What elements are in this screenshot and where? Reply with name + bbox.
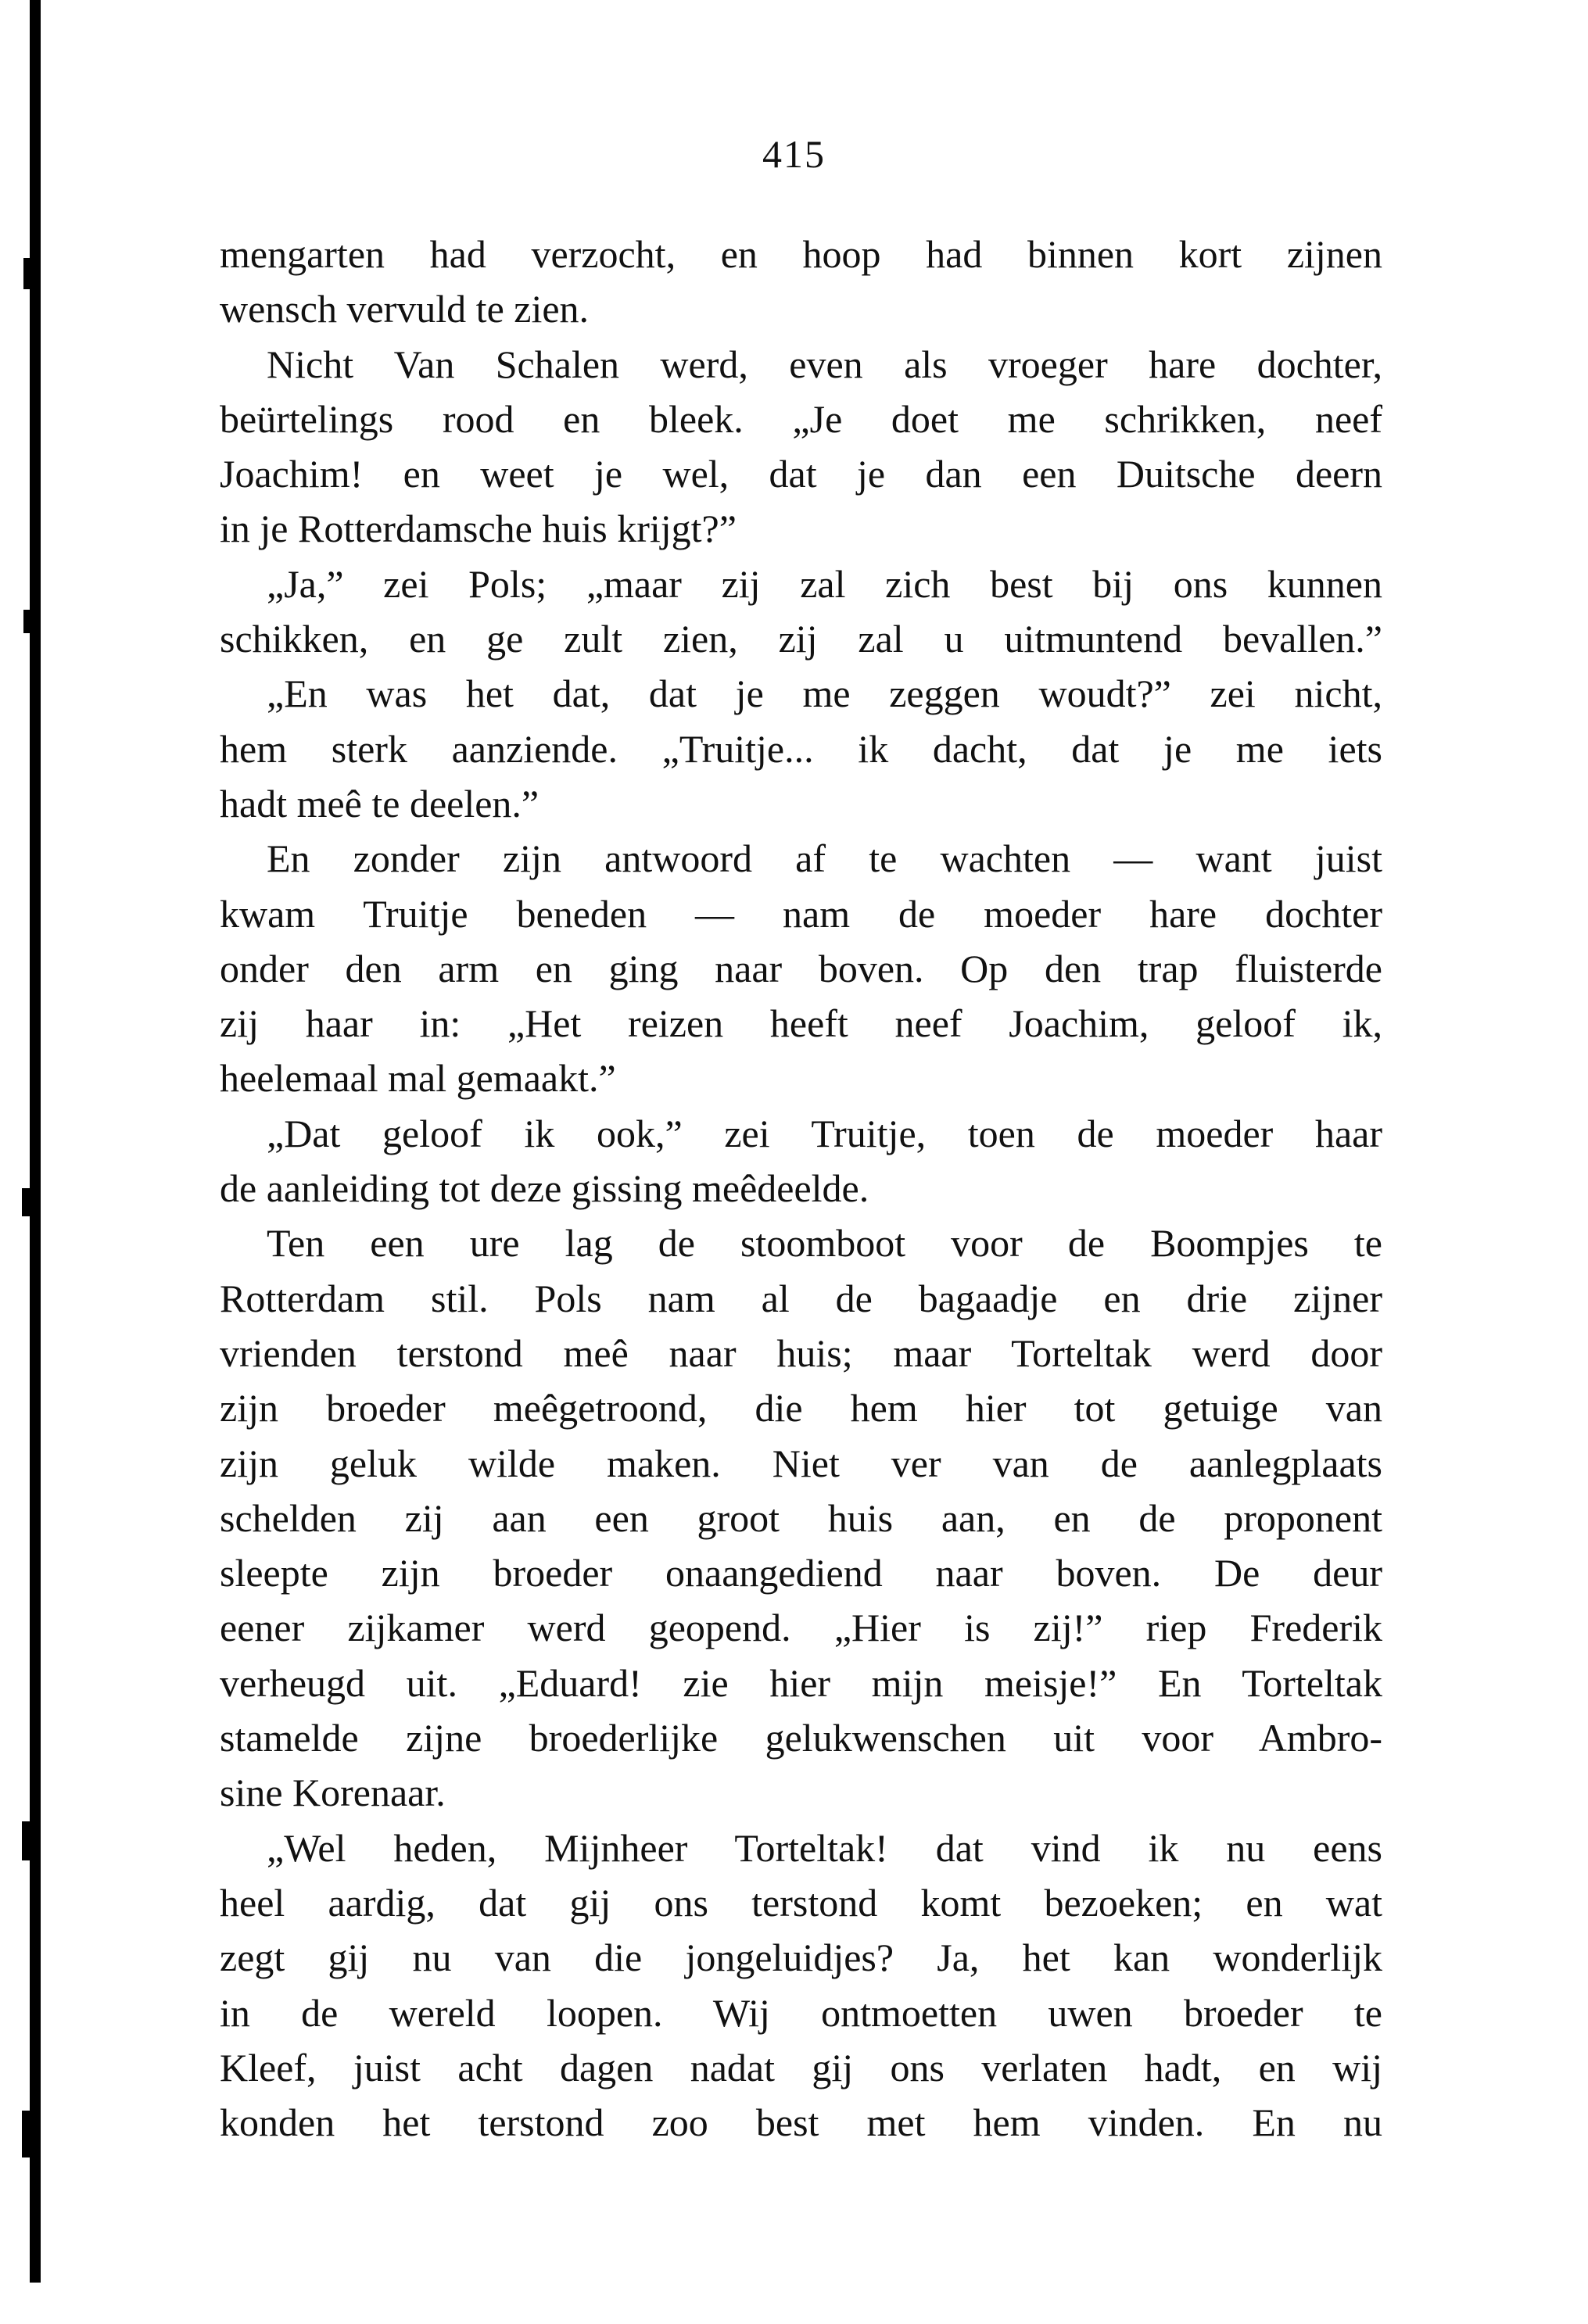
text-line: sine Korenaar. <box>220 1771 446 1815</box>
text-line: hem sterk aanziende. „Truitje... ik dacht, dat je me iets <box>220 726 1382 771</box>
text-line: Nicht Van Schalen werd, even als vroeger hare dochter, <box>267 342 1382 386</box>
text-line: Rotterdam stil. Pols nam al de bagaadje en drie zijner <box>220 1276 1382 1320</box>
binding-mark <box>22 1188 34 1216</box>
text-line: de aanleiding tot deze gissing meêdeelde. <box>220 1166 869 1211</box>
text-line: „Wel heden, Mijnheer Torteltak! dat vind ik nu eens <box>267 1825 1382 1870</box>
page-number: 415 <box>762 132 826 176</box>
text-line: En zonder zijn antwoord af te wachten — want juist <box>267 836 1382 881</box>
text-line: schikken, en ge zult zien, zij zal u uitmuntend bevallen.” <box>220 617 1382 661</box>
binding-edge <box>30 0 41 2283</box>
text-line: Joachim! en weet je wel, dat je dan een Duitsche deern <box>220 452 1382 496</box>
text-line: „En was het dat, dat je me zeggen woudt?” zei nicht, <box>267 671 1382 716</box>
text-line: eener zijkamer werd geopend. „Hier is zij!” riep Frederik <box>220 1606 1382 1650</box>
text-line: konden het terstond zoo best met hem vinden. En nu <box>220 2100 1382 2145</box>
binding-mark <box>22 2111 33 2157</box>
text-line: zij haar in: „Het reizen heeft neef Joachim, geloof ik, <box>220 1001 1382 1046</box>
text-line: vrienden terstond meê naar huis; maar Torteltak werd door <box>220 1330 1382 1375</box>
binding-mark <box>22 1821 33 1860</box>
text-line: beürtelings rood en bleek. „Je doet me schrikken, neef <box>220 396 1382 441</box>
text-line: stamelde zijne broederlijke gelukwenschen uit voor Ambro- <box>220 1716 1382 1760</box>
text-line: heel aardig, dat gij ons terstond komt bezoeken; en wat <box>220 1880 1382 1925</box>
text-line: mengarten had verzocht, en hoop had binnen kort zijnen <box>220 232 1382 276</box>
text-line: sleepte zijn broeder onaangediend naar boven. De deur <box>220 1551 1382 1595</box>
text-line: Ten een ure lag de stoomboot voor de Boompjes te <box>267 1221 1382 1266</box>
text-line: zegt gij nu van die jongeluidjes? Ja, het kan wonderlijk <box>220 1935 1382 1980</box>
body-text <box>220 227 1382 2150</box>
text-line: „Ja,” zei Pols; „maar zij zal zich best bij ons kunnen <box>267 561 1382 606</box>
text-line: kwam Truitje beneden — nam de moeder hare dochter <box>220 891 1382 936</box>
text-line: wensch vervuld te zien. <box>220 287 590 331</box>
text-line: heelemaal mal gemaakt.” <box>220 1056 616 1101</box>
text-line: onder den arm en ging naar boven. Op den trap fluisterde <box>220 946 1382 990</box>
binding-mark <box>23 258 33 289</box>
text-line: Kleef, juist acht dagen nadat gij ons verlaten hadt, en wij <box>220 2045 1382 2089</box>
text-line: verheugd uit. „Eduard! zie hier mijn meisje!” En Torteltak <box>220 1660 1382 1705</box>
binding-mark <box>23 610 34 633</box>
text-line: zijn geluk wilde maken. Niet ver van de aanlegplaats <box>220 1441 1382 1485</box>
text-line: schelden zij aan een groot huis aan, en de proponent <box>220 1495 1382 1540</box>
text-line: zijn broeder meêgetroond, die hem hier tot getuige van <box>220 1386 1382 1431</box>
text-line: hadt meê te deelen.” <box>220 781 539 825</box>
text-line: in je Rotterdamsche huis krijgt?” <box>220 507 737 551</box>
text-line: „Dat geloof ik ook,” zei Truitje, toen de moeder haar <box>267 1111 1382 1155</box>
text-line: in de wereld loopen. Wij ontmoetten uwen broeder te <box>220 1990 1382 2035</box>
